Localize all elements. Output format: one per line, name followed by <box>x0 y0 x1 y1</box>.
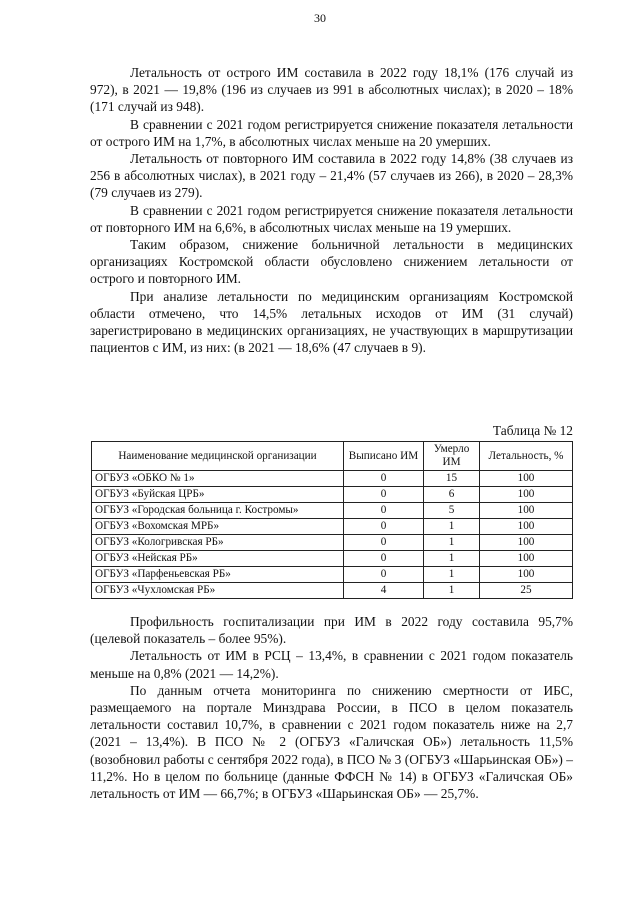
header-discharged: Выписано ИМ <box>344 442 424 471</box>
header-lethality: Летальность, % <box>480 442 573 471</box>
text-section-bottom <box>90 613 573 802</box>
cell-lethality: 100 <box>480 487 573 503</box>
paragraph-monitoring-report: По данным отчета мониторинга по снижению смертности от ИБС, размещаемого на портале Минздрава России, в ПСО в целом показатель летальности составил 10,7%, в сравнении с 2021 годом показатель ниже на 2,7 (2021 – 13,4%). В ПСО № 2 (ОГБУЗ «Галичская ОБ») летальность 11,5% (возобновил работы с сентября 2022 года), в ПСО № 3 (ОГБУЗ «Шарьинская ОБ») – 11,2%. Но в целом по больнице (данные ФФСН № 14) в ОГБУЗ «Галичская ОБ» летальность от ИМ — 66,7%; в ОГБУЗ «Шарьинская ОБ» — 25,7%. <box>90 682 573 802</box>
lethality-table <box>91 441 573 599</box>
table-row <box>92 535 573 551</box>
cell-organization: ОГБУЗ «Буйская ЦРБ» <box>92 487 344 503</box>
cell-organization: ОГБУЗ «Городская больница г. Костромы» <box>92 503 344 519</box>
cell-died: 1 <box>424 519 480 535</box>
header-died: Умерло ИМ <box>424 442 480 471</box>
table-caption: Таблица № 12 <box>492 423 573 438</box>
cell-died: 1 <box>424 535 480 551</box>
cell-died: 1 <box>424 583 480 599</box>
paragraph-acute-mi-lethality: Летальность от острого ИМ составила в 2022 году 18,1% (176 случай из 972), в 2021 — 19,8% (196 из случаев из 991 в абсолютных числах); в 2020 – 18% (171 случай из 948). <box>90 65 573 115</box>
table-row <box>92 583 573 599</box>
paragraph-rsc-lethality: Летальность от ИМ в РСЦ – 13,4%, в сравнении с 2021 годом показатель меньше на 0,8% (2021 — 14,2%). <box>90 648 573 681</box>
cell-discharged: 0 <box>344 567 424 583</box>
table-row <box>92 551 573 567</box>
text-section-top <box>90 64 573 356</box>
cell-discharged: 0 <box>344 471 424 487</box>
paragraph-organization-analysis: При анализе летальности по медицинским организациям Костромской области отмечено, что 14,5% летальных исходов от ИМ (31 случай) зарегистрировано в медицинских организациях, не участвующих в маршрутизации пациентов с ИМ, из них: (в 2021 — 18,6% (47 случаев в 9). <box>90 288 573 356</box>
paragraph-profile-hospitalization: Профильность госпитализации при ИМ в 2022 году составила 95,7% (целевой показатель – более 95%). <box>90 614 573 647</box>
page-number: 30 <box>314 11 326 25</box>
cell-discharged: 0 <box>344 551 424 567</box>
cell-discharged: 0 <box>344 535 424 551</box>
paragraph-repeat-mi-comparison: В сравнении с 2021 годом регистрируется снижение показателя летальности от повторного ИМ на 6,6%, в абсолютных числах меньше на 19 умерших. <box>90 202 573 235</box>
cell-discharged: 4 <box>344 583 424 599</box>
paragraph-conclusion: Таким образом, снижение больничной летальности в медицинских организациях Костромской области обусловлено снижением летальности от острого и повторного ИМ. <box>90 237 573 287</box>
cell-discharged: 0 <box>344 503 424 519</box>
cell-died: 15 <box>424 471 480 487</box>
cell-discharged: 0 <box>344 519 424 535</box>
table-row <box>92 471 573 487</box>
cell-organization: ОГБУЗ «ОБКО № 1» <box>92 471 344 487</box>
cell-lethality: 100 <box>480 551 573 567</box>
paragraph-repeat-mi-lethality: Летальность от повторного ИМ составила в 2022 году 14,8% (38 случаев из 256 в абсолютных числах), в 2021 году – 21,4% (57 случаев из 266), в 2020 – 28,3% (79 случаев из 279). <box>90 151 573 201</box>
cell-organization: ОГБУЗ «Кологривская РБ» <box>92 535 344 551</box>
header-organization: Наименование медицинской организации <box>92 442 344 471</box>
table-row <box>92 567 573 583</box>
cell-died: 6 <box>424 487 480 503</box>
cell-died: 1 <box>424 567 480 583</box>
paragraph-acute-mi-comparison: В сравнении с 2021 годом регистрируется снижение показателя летальности от острого ИМ на 1,7%, в абсолютных числах меньше на 20 умерших. <box>90 116 573 149</box>
cell-lethality: 25 <box>480 583 573 599</box>
cell-lethality: 100 <box>480 503 573 519</box>
cell-organization: ОГБУЗ «Парфеньевская РБ» <box>92 567 344 583</box>
cell-died: 5 <box>424 503 480 519</box>
table-row <box>92 503 573 519</box>
cell-lethality: 100 <box>480 519 573 535</box>
cell-lethality: 100 <box>480 567 573 583</box>
cell-organization: ОГБУЗ «Чухломская РБ» <box>92 583 344 599</box>
table-header-row <box>92 442 573 471</box>
cell-died: 1 <box>424 551 480 567</box>
cell-discharged: 0 <box>344 487 424 503</box>
table-row <box>92 519 573 535</box>
cell-lethality: 100 <box>480 471 573 487</box>
cell-lethality: 100 <box>480 535 573 551</box>
cell-organization: ОГБУЗ «Вохомская МРБ» <box>92 519 344 535</box>
table-row <box>92 487 573 503</box>
cell-organization: ОГБУЗ «Нейская РБ» <box>92 551 344 567</box>
